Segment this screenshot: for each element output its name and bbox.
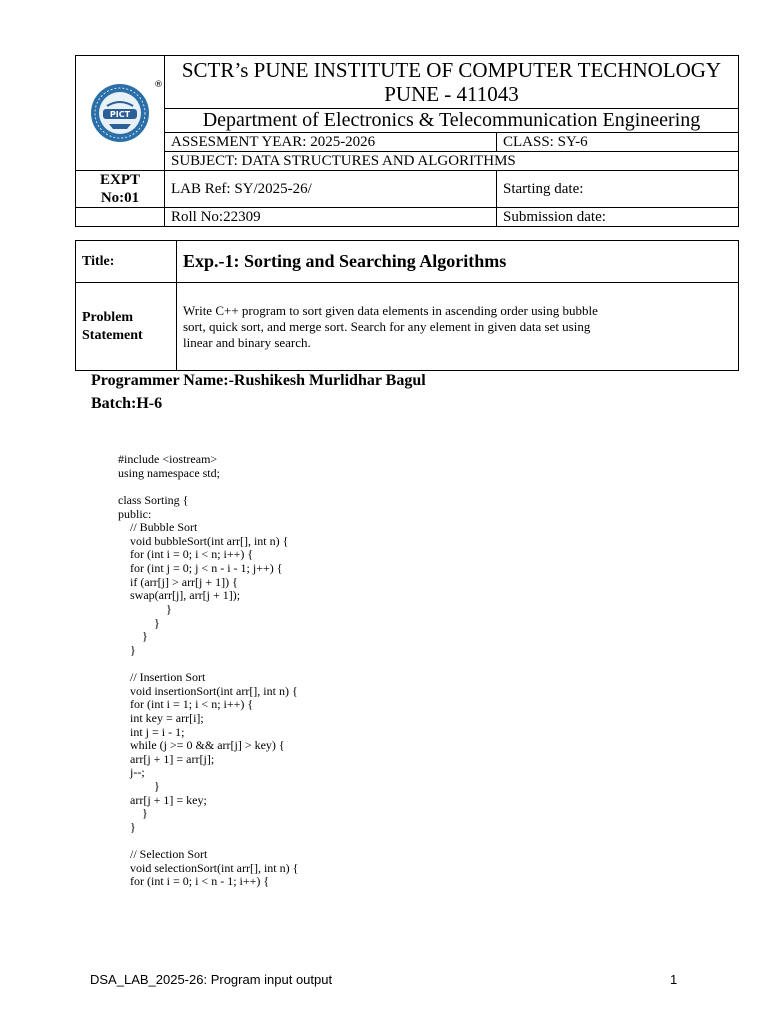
roll-number: Roll No:22309 [165, 208, 497, 227]
page-number: 1 [670, 972, 678, 987]
pict-logo-icon: PICT ® [89, 82, 151, 144]
title-label: Title: [76, 241, 177, 283]
problem-statement: Write C++ program to sort given data elements in ascending order using bubble sort, quick sort, and merge sort. Search for any element in given data set using linear and binary search. [177, 283, 739, 371]
subject-value: SUBJECT: DATA STRUCTURES AND ALGORITHMS [165, 152, 739, 171]
experiment-title: Exp.-1: Sorting and Searching Algorithms [177, 241, 739, 283]
submission-date: Submission date: [497, 208, 739, 227]
class-value: CLASS: SY-6 [497, 133, 739, 152]
assessment-year: ASSESMENT YEAR: 2025-2026 [165, 133, 497, 152]
code-listing: #include <iostream> using namespace std; class Sorting { public: // Bubble Sort void bubbleSort(int arr[], int n) { for (int i = 0; i < n; i++) { for (int j = 0; j < n - i - 1; j++) { if (arr[j] > arr[j + 1]) { swap(arr[j], arr[j + 1]); } } } } // Insertion Sort void insertionSort(int arr[], int n) { for (int i = 1; i < n; i++) { int key = arr[i]; int j = i - 1; while (j >= 0 && arr[j] > key) { arr[j + 1] = arr[j]; j--; } arr[j + 1] = key; } } // Selection Sort void selectionSort(int arr[], int n) { for (int i = 0; i < n - 1; i++) { [118, 452, 299, 889]
programmer-name: Programmer Name:-Rushikesh Murlidhar Bagul [91, 372, 426, 389]
expt-number: EXPT No:01 [76, 171, 165, 208]
header-table [75, 55, 739, 227]
empty-cell [76, 208, 165, 227]
batch: Batch:H-6 [91, 395, 163, 412]
footer-label: DSA_LAB_2025-26: Program input output [90, 972, 333, 987]
experiment-table [75, 240, 739, 371]
starting-date: Starting date: [497, 171, 739, 208]
svg-text:PICT: PICT [109, 110, 131, 119]
logo-cell [76, 56, 165, 171]
institute-name: SCTR’s PUNE INSTITUTE OF COMPUTER TECHNOLOGY PUNE - 411043 [165, 56, 739, 109]
lab-ref: LAB Ref: SY/2025-26/ [165, 171, 497, 208]
problem-statement-label: Problem Statement [76, 283, 177, 371]
department-name: Department of Electronics & Telecommunication Engineering [165, 109, 739, 133]
